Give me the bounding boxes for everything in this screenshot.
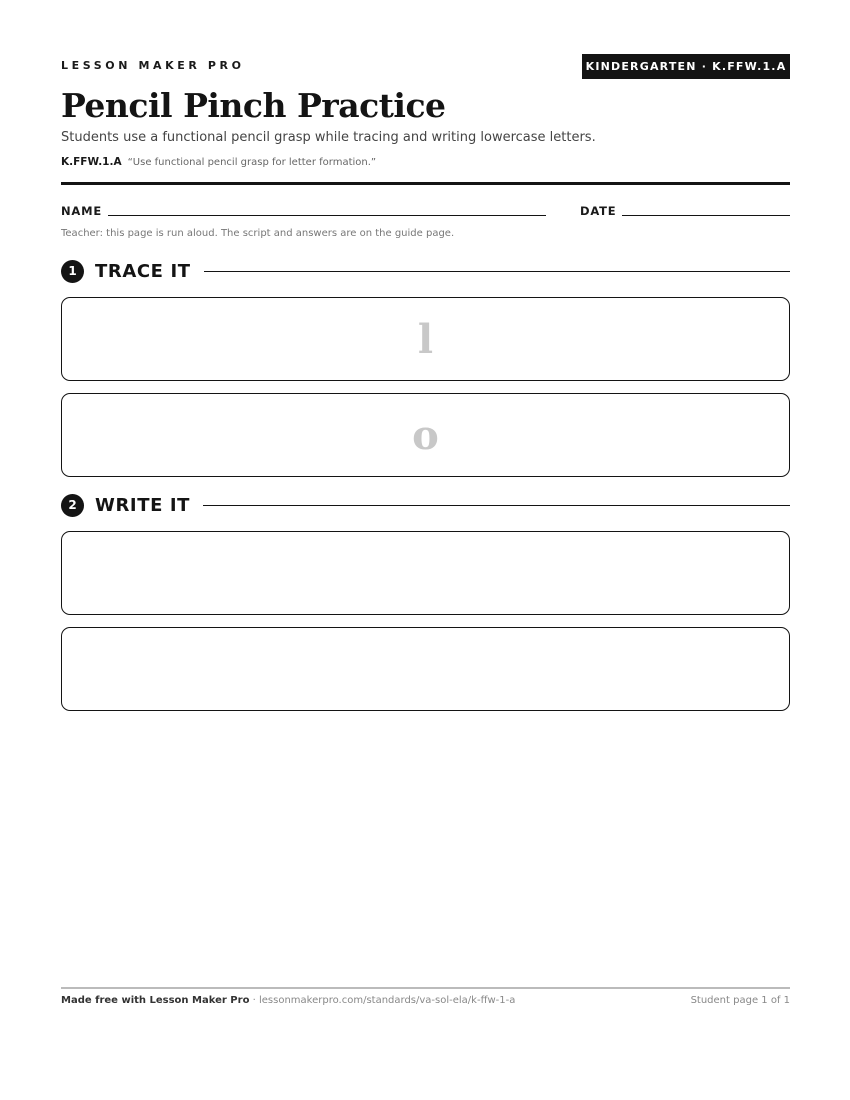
teacher-note: Teacher: this page is run aloud. The script and answers are on the guide page. — [61, 228, 455, 239]
header-divider — [61, 182, 790, 185]
write-box-2[interactable] — [61, 627, 790, 711]
brand-name: LESSON MAKER PRO — [61, 59, 245, 72]
section-title: WRITE IT — [95, 494, 191, 516]
standard-line — [61, 156, 376, 168]
section-rule — [203, 505, 790, 506]
page-title: Pencil Pinch Practice — [61, 86, 446, 125]
worksheet-page — [61, 0, 790, 1100]
section-write-header — [61, 493, 790, 517]
trace-box-o[interactable] — [61, 393, 790, 477]
section-number-badge: 2 — [61, 494, 84, 517]
page-subtitle: Students use a functional pencil grasp while tracing and writing lowercase letters. — [61, 130, 596, 145]
section-title: TRACE IT — [95, 260, 191, 282]
date-label: DATE — [580, 204, 617, 218]
grade-badge: KINDERGARTEN · K.FFW.1.A — [582, 54, 790, 79]
trace-box-l[interactable] — [61, 297, 790, 381]
date-field[interactable] — [622, 215, 790, 216]
standard-quote: “Use functional pencil grasp for letter formation.” — [127, 157, 377, 168]
section-number-badge: 1 — [61, 260, 84, 283]
standard-code: K.FFW.1.A — [61, 156, 122, 168]
footer-divider — [61, 987, 790, 989]
footer-page-info: Student page 1 of 1 — [690, 995, 790, 1006]
name-field[interactable] — [108, 215, 546, 216]
trace-letter: o — [412, 411, 439, 459]
trace-letter: l — [417, 315, 434, 363]
footer-url[interactable]: lessonmakerpro.com/standards/va-sol-ela/k-ffw-1-a — [258, 995, 516, 1006]
section-trace-header — [61, 259, 790, 283]
footer-separator: · — [249, 995, 259, 1006]
name-label: NAME — [61, 204, 103, 218]
write-box-1[interactable] — [61, 531, 790, 615]
footer-credit — [61, 995, 515, 1006]
footer-made-with: Made free with Lesson Maker Pro — [61, 995, 250, 1006]
section-rule — [204, 271, 790, 272]
